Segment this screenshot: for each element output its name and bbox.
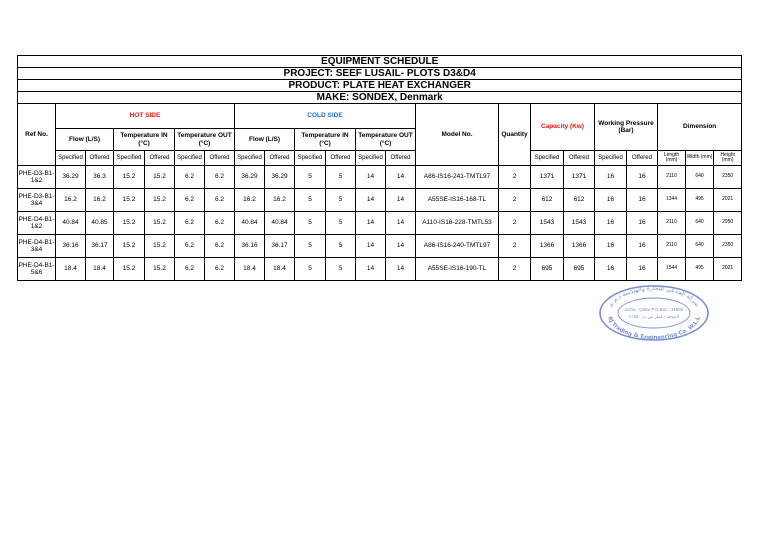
hot-temp-out-offered: 6.2 xyxy=(205,212,235,235)
cold-temp-out-specified: 14 xyxy=(356,235,386,258)
cold-temp-out-offered: 14 xyxy=(386,258,416,281)
hot-temp-out-offered: 6.2 xyxy=(205,166,235,189)
working-pressure-specified: 16 xyxy=(595,258,627,281)
height-cell: 2021 xyxy=(714,258,742,281)
hot-temp-in-specified: 15.2 xyxy=(114,189,145,212)
capacity-specified: 612 xyxy=(531,189,564,212)
width-header: Width (mm) xyxy=(686,151,714,166)
specified-header: Specified xyxy=(531,151,564,166)
height-cell: 2021 xyxy=(714,189,742,212)
hot-flow-specified: 40.84 xyxy=(56,212,86,235)
hot-temp-in-header: Temperature IN (°C) xyxy=(114,129,175,151)
working-pressure-offered: 16 xyxy=(627,189,658,212)
cold-flow-offered: 16.2 xyxy=(265,189,295,212)
hot-temp-in-offered: 15.2 xyxy=(145,235,175,258)
quantity-cell: 2 xyxy=(499,235,531,258)
cold-side-header: COLD SIDE xyxy=(235,104,416,129)
table-row xyxy=(18,235,742,258)
model-no-cell: A86-IS16-240-TMTL97 xyxy=(416,235,499,258)
hot-flow-offered: 36.17 xyxy=(86,235,114,258)
stamp-company-name: RJ Trading & Engineering Co. W.L.L xyxy=(606,315,702,342)
width-cell: 495 xyxy=(686,258,714,281)
offered-header: Offered xyxy=(265,151,295,166)
cold-temp-in-offered: 5 xyxy=(326,189,356,212)
hot-temp-out-offered: 6.2 xyxy=(205,235,235,258)
hot-flow-header: Flow (L/S) xyxy=(56,129,114,151)
hot-flow-specified: 36.16 xyxy=(56,235,86,258)
working-pressure-header: Working Pressure (Bar) xyxy=(595,104,658,151)
stamp-address-arabic: الدوحة - قطر ص.ب ٣١٥٥٠ xyxy=(629,315,679,320)
cold-temp-out-offered: 14 xyxy=(386,189,416,212)
model-no-cell: A55SE-IS16-168-TL xyxy=(416,189,499,212)
stamp-address-line: Doha - Qatar P.O.Box : 31550 xyxy=(624,307,684,312)
cold-flow-specified: 40.84 xyxy=(235,212,265,235)
table-row xyxy=(18,189,742,212)
cold-temp-in-offered: 5 xyxy=(326,235,356,258)
ref-no-header: Ref No. xyxy=(18,104,56,166)
working-pressure-offered: 16 xyxy=(627,166,658,189)
hot-temp-in-specified: 15.2 xyxy=(114,258,145,281)
length-cell: 1544 xyxy=(658,258,686,281)
cold-flow-specified: 18.4 xyxy=(235,258,265,281)
offered-header: Offered xyxy=(326,151,356,166)
hot-temp-out-specified: 6.2 xyxy=(175,212,205,235)
model-no-header: Model No. xyxy=(416,104,499,166)
cold-temp-out-specified: 14 xyxy=(356,212,386,235)
stamp-arabic-name: شركة الجدعي للتجارة والهندسة ذ.م.م xyxy=(607,284,701,309)
height-cell: 2350 xyxy=(714,235,742,258)
length-cell: 2110 xyxy=(658,235,686,258)
make-line: MAKE: SONDEX, Denmark xyxy=(18,92,742,104)
length-cell: 2110 xyxy=(658,166,686,189)
hot-temp-in-specified: 15.2 xyxy=(114,212,145,235)
specified-header: Specified xyxy=(356,151,386,166)
cold-flow-header: Flow (L/S) xyxy=(235,129,295,151)
hot-temp-out-specified: 6.2 xyxy=(175,189,205,212)
width-cell: 640 xyxy=(686,166,714,189)
offered-header: Offered xyxy=(205,151,235,166)
hot-temp-out-specified: 6.2 xyxy=(175,258,205,281)
quantity-cell: 2 xyxy=(499,258,531,281)
cold-temp-out-offered: 14 xyxy=(386,235,416,258)
hot-flow-offered: 16.2 xyxy=(86,189,114,212)
hot-temp-in-offered: 15.2 xyxy=(145,258,175,281)
quantity-cell: 2 xyxy=(499,212,531,235)
capacity-specified: 1366 xyxy=(531,235,564,258)
specified-header: Specified xyxy=(56,151,86,166)
cold-temp-out-specified: 14 xyxy=(356,258,386,281)
quantity-header: Quantity xyxy=(499,104,531,166)
cold-temp-in-specified: 5 xyxy=(295,212,326,235)
quantity-cell: 2 xyxy=(499,166,531,189)
hot-flow-offered: 36.3 xyxy=(86,166,114,189)
cold-flow-specified: 36.16 xyxy=(235,235,265,258)
stamp-inner-ring xyxy=(618,298,690,328)
model-no-cell: A55SE-IS16-190-TL xyxy=(416,258,499,281)
project-line: PROJECT: SEEF LUSAIL- PLOTS D3&D4 xyxy=(18,68,742,80)
equipment-schedule-table xyxy=(17,55,742,281)
cold-temp-in-offered: 5 xyxy=(326,258,356,281)
quantity-cell: 2 xyxy=(499,189,531,212)
capacity-offered: 1543 xyxy=(564,212,595,235)
ref-no-cell: PHE-D3-B1-3&4 xyxy=(18,189,56,212)
hot-temp-out-header: Temperature OUT (°C) xyxy=(175,129,235,151)
hot-temp-in-offered: 15.2 xyxy=(145,166,175,189)
company-stamp xyxy=(598,284,710,342)
hot-temp-out-offered: 6.2 xyxy=(205,189,235,212)
hot-temp-in-offered: 15.2 xyxy=(145,212,175,235)
width-cell: 640 xyxy=(686,235,714,258)
hot-flow-specified: 18.4 xyxy=(56,258,86,281)
capacity-offered: 695 xyxy=(564,258,595,281)
hot-flow-specified: 36.29 xyxy=(56,166,86,189)
cold-temp-in-specified: 5 xyxy=(295,235,326,258)
capacity-specified: 1371 xyxy=(531,166,564,189)
hot-temp-in-offered: 15.2 xyxy=(145,189,175,212)
cold-temp-in-header: Temperature IN (°C) xyxy=(295,129,356,151)
specified-header: Specified xyxy=(295,151,326,166)
cold-temp-out-offered: 14 xyxy=(386,166,416,189)
product-line: PRODUCT: PLATE HEAT EXCHANGER xyxy=(18,80,742,92)
hot-side-header: HOT SIDE xyxy=(56,104,235,129)
ref-no-cell: PHE-D4-B1-1&2 xyxy=(18,212,56,235)
capacity-header: Capacity (Kw) xyxy=(531,104,595,151)
hot-flow-offered: 18.4 xyxy=(86,258,114,281)
hot-temp-in-specified: 15.2 xyxy=(114,235,145,258)
working-pressure-specified: 16 xyxy=(595,212,627,235)
working-pressure-offered: 16 xyxy=(627,235,658,258)
offered-header: Offered xyxy=(627,151,658,166)
schedule-title: EQUIPMENT SCHEDULE xyxy=(18,56,742,68)
hot-flow-offered: 40.85 xyxy=(86,212,114,235)
cold-temp-out-offered: 14 xyxy=(386,212,416,235)
cold-temp-out-specified: 14 xyxy=(356,166,386,189)
working-pressure-specified: 16 xyxy=(595,166,627,189)
hot-temp-out-specified: 6.2 xyxy=(175,166,205,189)
width-cell: 495 xyxy=(686,189,714,212)
ref-no-cell: PHE-D4-B1-3&4 xyxy=(18,235,56,258)
stamp-outer-ring xyxy=(600,286,708,340)
hot-flow-specified: 16.2 xyxy=(56,189,86,212)
model-no-cell: A110-IS16-228-TMTL53 xyxy=(416,212,499,235)
offered-header: Offered xyxy=(386,151,416,166)
ref-no-cell: PHE-D3-B1-1&2 xyxy=(18,166,56,189)
hot-temp-in-specified: 15.2 xyxy=(114,166,145,189)
cold-temp-in-specified: 5 xyxy=(295,189,326,212)
specified-header: Specified xyxy=(114,151,145,166)
capacity-offered: 1366 xyxy=(564,235,595,258)
working-pressure-offered: 16 xyxy=(627,212,658,235)
capacity-specified: 1543 xyxy=(531,212,564,235)
width-cell: 640 xyxy=(686,212,714,235)
table-row xyxy=(18,212,742,235)
cold-temp-out-header: Temperature OUT (°C) xyxy=(356,129,416,151)
hot-temp-out-offered: 6.2 xyxy=(205,258,235,281)
length-header: Length (mm) xyxy=(658,151,686,166)
height-header: Height (mm) xyxy=(714,151,742,166)
length-cell: 1344 xyxy=(658,189,686,212)
hot-temp-out-specified: 6.2 xyxy=(175,235,205,258)
table-row xyxy=(18,166,742,189)
height-cell: 2350 xyxy=(714,166,742,189)
model-no-cell: A86-IS16-241-TMTL97 xyxy=(416,166,499,189)
cold-flow-offered: 36.17 xyxy=(265,235,295,258)
capacity-offered: 1371 xyxy=(564,166,595,189)
cold-temp-out-specified: 14 xyxy=(356,189,386,212)
cold-temp-in-offered: 5 xyxy=(326,212,356,235)
specified-header: Specified xyxy=(595,151,627,166)
cold-temp-in-offered: 5 xyxy=(326,166,356,189)
specified-header: Specified xyxy=(175,151,205,166)
capacity-offered: 612 xyxy=(564,189,595,212)
cold-flow-specified: 16.2 xyxy=(235,189,265,212)
specified-header: Specified xyxy=(235,151,265,166)
height-cell: 2950 xyxy=(714,212,742,235)
working-pressure-specified: 16 xyxy=(595,235,627,258)
working-pressure-offered: 16 xyxy=(627,258,658,281)
capacity-specified: 695 xyxy=(531,258,564,281)
cold-flow-specified: 36.29 xyxy=(235,166,265,189)
ref-no-cell: PHE-D4-B1-5&6 xyxy=(18,258,56,281)
offered-header: Offered xyxy=(86,151,114,166)
dimension-header: Dimension xyxy=(658,104,742,151)
cold-temp-in-specified: 5 xyxy=(295,166,326,189)
cold-temp-in-specified: 5 xyxy=(295,258,326,281)
table-row xyxy=(18,258,742,281)
cold-flow-offered: 36.29 xyxy=(265,166,295,189)
cold-flow-offered: 40.84 xyxy=(265,212,295,235)
length-cell: 2110 xyxy=(658,212,686,235)
offered-header: Offered xyxy=(145,151,175,166)
working-pressure-specified: 16 xyxy=(595,189,627,212)
cold-flow-offered: 18.4 xyxy=(265,258,295,281)
offered-header: Offered xyxy=(564,151,595,166)
